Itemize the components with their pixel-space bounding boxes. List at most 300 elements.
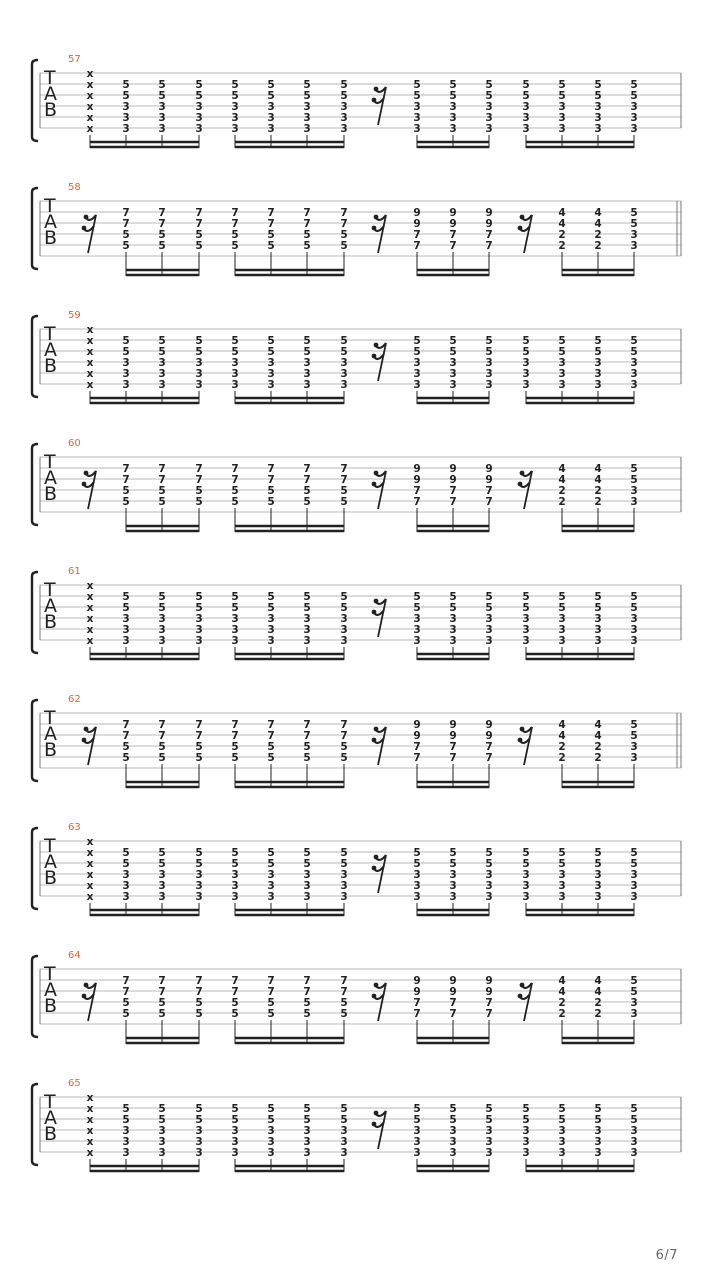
beam-group	[90, 135, 199, 148]
fret-number: 5	[449, 858, 457, 870]
chord	[122, 847, 129, 903]
chord	[594, 975, 601, 1020]
fret-number: 5	[158, 90, 166, 102]
fret-number: 5	[340, 1103, 348, 1115]
beam-group	[526, 391, 634, 404]
fret-number: 5	[522, 346, 530, 358]
tab-system	[32, 310, 681, 404]
fret-number: x	[86, 602, 94, 614]
chord	[158, 1103, 165, 1159]
chord	[195, 847, 202, 903]
fret-number: 5	[303, 335, 311, 347]
fret-number: 3	[522, 880, 530, 892]
fret-number: 3	[122, 112, 130, 124]
fret-number: 5	[267, 602, 275, 614]
fret-number: 3	[485, 624, 493, 636]
fret-number: x	[86, 613, 94, 625]
fret-number: 3	[630, 485, 638, 497]
chord	[122, 975, 129, 1020]
fret-number: 4	[558, 719, 566, 731]
fret-number: 3	[158, 624, 166, 636]
measure-number: 60	[68, 438, 81, 449]
fret-number: 5	[231, 997, 239, 1009]
fret-number: 3	[267, 1125, 275, 1137]
system-bracket	[32, 188, 38, 269]
fret-number: 5	[449, 335, 457, 347]
fret-number: 3	[303, 613, 311, 625]
fret-number: 3	[594, 880, 602, 892]
tab-clef-letter: B	[44, 739, 58, 761]
fret-number: 3	[413, 635, 421, 647]
fret-number: 7	[231, 463, 239, 475]
fret-number: 5	[158, 602, 166, 614]
fret-number: 3	[485, 1147, 493, 1159]
chord	[158, 591, 165, 647]
fret-number: 5	[122, 858, 130, 870]
fret-number: 7	[267, 474, 275, 486]
fret-number: 5	[303, 1103, 311, 1115]
fret-number: 5	[630, 218, 638, 230]
fret-number: 3	[630, 741, 638, 753]
fret-number: 9	[485, 474, 493, 486]
fret-number: 5	[340, 90, 348, 102]
fret-number: 5	[413, 90, 421, 102]
fret-number: 3	[267, 891, 275, 903]
fret-number: 3	[195, 1136, 203, 1148]
fret-number: 5	[340, 741, 348, 753]
fret-number: x	[86, 1125, 94, 1137]
fret-number: 5	[231, 602, 239, 614]
tab-clef-letter: B	[44, 355, 58, 377]
fret-number: 5	[195, 1114, 203, 1126]
chord	[158, 207, 165, 252]
fret-number: 7	[413, 1008, 421, 1020]
fret-number: 5	[630, 335, 638, 347]
fret-number: 5	[158, 858, 166, 870]
fret-number: 5	[303, 858, 311, 870]
chord	[449, 79, 456, 135]
tab-clef-letter: B	[44, 1123, 58, 1145]
fret-number: 5	[630, 207, 638, 219]
fret-number: 3	[231, 1136, 239, 1148]
fret-number: 4	[558, 730, 566, 742]
chord	[267, 335, 274, 391]
beam-group	[526, 1159, 634, 1172]
chord	[267, 975, 274, 1020]
fret-number: 7	[122, 474, 130, 486]
chord	[630, 847, 637, 903]
tab-system	[32, 950, 681, 1044]
fret-number: 5	[413, 1103, 421, 1115]
fret-number: 5	[267, 858, 275, 870]
chord	[303, 847, 310, 903]
fret-number: 5	[413, 1114, 421, 1126]
fret-number: 3	[158, 1136, 166, 1148]
chord	[267, 719, 274, 764]
fret-number: 5	[231, 240, 239, 252]
fret-number: 3	[158, 613, 166, 625]
fret-number: 5	[303, 997, 311, 1009]
fret-number: 3	[485, 1125, 493, 1137]
fret-number: 3	[558, 101, 566, 113]
fret-number: 3	[522, 891, 530, 903]
chord	[413, 975, 420, 1020]
fret-number: 5	[122, 997, 130, 1009]
fret-number: 3	[413, 101, 421, 113]
fret-number: 5	[485, 602, 493, 614]
fret-number: x	[86, 368, 94, 380]
fret-number: 5	[340, 1114, 348, 1126]
fret-number: 5	[231, 90, 239, 102]
fret-number: 3	[449, 613, 457, 625]
chord	[158, 847, 165, 903]
fret-number: 3	[558, 613, 566, 625]
fret-number: 3	[303, 1136, 311, 1148]
fret-number: 7	[122, 218, 130, 230]
fret-number: 5	[158, 997, 166, 1009]
fret-number: 5	[122, 1103, 130, 1115]
fret-number: 5	[231, 741, 239, 753]
chord	[594, 847, 601, 903]
fret-number: 5	[485, 90, 493, 102]
chord	[413, 847, 420, 903]
fret-number: 3	[267, 613, 275, 625]
fret-number: x	[86, 379, 94, 391]
beam-group	[90, 903, 199, 916]
fret-number: 3	[558, 880, 566, 892]
fret-number: 3	[594, 357, 602, 369]
chord	[485, 335, 492, 391]
fret-number: 5	[413, 346, 421, 358]
fret-number: 7	[195, 207, 203, 219]
tab-clef-letter: A	[44, 1107, 57, 1129]
tab-clef-letter: T	[44, 579, 56, 601]
fret-number: 4	[594, 719, 602, 731]
chord	[413, 463, 420, 508]
fret-number: 3	[594, 101, 602, 113]
chord	[267, 847, 274, 903]
tab-clef-letter: A	[44, 467, 57, 489]
system-bracket	[32, 828, 38, 909]
fret-number: 2	[594, 1008, 602, 1020]
fret-number: 5	[231, 335, 239, 347]
fret-number: 3	[340, 1136, 348, 1148]
fret-number: 5	[413, 335, 421, 347]
chord	[594, 335, 601, 391]
tab-clef-letter: T	[44, 1091, 56, 1113]
fret-number: 7	[340, 719, 348, 731]
fret-number: 7	[303, 719, 311, 731]
fret-number: 3	[594, 1136, 602, 1148]
muted-strum	[87, 324, 94, 391]
fret-number: 3	[231, 869, 239, 881]
fret-number: 5	[158, 240, 166, 252]
fret-number: x	[86, 624, 94, 636]
fret-number: 7	[413, 496, 421, 508]
fret-number: 3	[485, 1136, 493, 1148]
fret-number: 5	[122, 591, 130, 603]
fret-number: 3	[594, 1147, 602, 1159]
fret-number: 5	[522, 847, 530, 859]
fret-number: 3	[522, 613, 530, 625]
fret-number: 7	[449, 997, 457, 1009]
chord	[449, 207, 456, 252]
chord	[231, 79, 238, 135]
fret-number: 3	[303, 880, 311, 892]
fret-number: 7	[122, 719, 130, 731]
fret-number: x	[86, 112, 94, 124]
fret-number: x	[86, 858, 94, 870]
chord	[630, 335, 637, 391]
fret-number: 7	[485, 752, 493, 764]
fret-number: 9	[449, 719, 457, 731]
fret-number: 7	[340, 730, 348, 742]
system-bracket	[32, 1084, 38, 1165]
fret-number: 3	[449, 635, 457, 647]
fret-number: x	[86, 324, 94, 336]
fret-number: 3	[449, 624, 457, 636]
fret-number: 5	[303, 847, 311, 859]
chord	[485, 591, 492, 647]
fret-number: 3	[231, 891, 239, 903]
fret-number: 5	[449, 90, 457, 102]
chord	[558, 591, 565, 647]
fret-number: 2	[594, 997, 602, 1009]
fret-number: 9	[449, 730, 457, 742]
fret-number: 3	[630, 869, 638, 881]
fret-number: 5	[413, 858, 421, 870]
chord	[558, 207, 565, 252]
fret-number: 3	[485, 101, 493, 113]
fret-number: 9	[413, 474, 421, 486]
tab-clef-letter: T	[44, 451, 56, 473]
fret-number: 3	[340, 368, 348, 380]
fret-number: 5	[340, 79, 348, 91]
fret-number: 5	[485, 335, 493, 347]
beam-group	[235, 135, 344, 148]
fret-number: 2	[558, 752, 566, 764]
fret-number: 3	[522, 101, 530, 113]
fret-number: x	[86, 1092, 94, 1104]
fret-number: 9	[413, 975, 421, 987]
fret-number: 5	[630, 346, 638, 358]
fret-number: 3	[231, 112, 239, 124]
fret-number: 4	[594, 730, 602, 742]
fret-number: x	[86, 101, 94, 113]
chord	[231, 591, 238, 647]
fret-number: 3	[630, 357, 638, 369]
fret-number: 9	[413, 207, 421, 219]
tab-system	[32, 566, 681, 660]
fret-number: 5	[267, 240, 275, 252]
fret-number: 5	[303, 90, 311, 102]
chord	[158, 975, 165, 1020]
chord	[340, 719, 347, 764]
fret-number: 3	[195, 869, 203, 881]
fret-number: 3	[522, 1125, 530, 1137]
fret-number: 7	[449, 752, 457, 764]
chord	[558, 719, 565, 764]
fret-number: 5	[267, 1103, 275, 1115]
fret-number: 7	[122, 463, 130, 475]
chord	[485, 975, 492, 1020]
fret-number: 5	[158, 335, 166, 347]
fret-number: 3	[449, 869, 457, 881]
chord	[485, 719, 492, 764]
chord	[303, 207, 310, 252]
fret-number: 3	[158, 1125, 166, 1137]
fret-number: 3	[485, 112, 493, 124]
fret-number: 7	[449, 1008, 457, 1020]
beam-group	[417, 647, 489, 660]
fret-number: 9	[485, 463, 493, 475]
fret-number: x	[86, 880, 94, 892]
fret-number: x	[86, 335, 94, 347]
fret-number: 5	[413, 847, 421, 859]
fret-number: 4	[558, 474, 566, 486]
fret-number: 5	[340, 240, 348, 252]
fret-number: 5	[340, 602, 348, 614]
tab-clef-letter: B	[44, 483, 58, 505]
chord	[267, 79, 274, 135]
fret-number: 3	[303, 368, 311, 380]
fret-number: 2	[558, 1008, 566, 1020]
fret-number: 5	[195, 602, 203, 614]
muted-strum	[87, 836, 94, 903]
fret-number: 3	[522, 368, 530, 380]
chord	[303, 719, 310, 764]
fret-number: 7	[413, 485, 421, 497]
tab-clef-letter: A	[44, 723, 57, 745]
fret-number: 5	[594, 335, 602, 347]
fret-number: 5	[485, 346, 493, 358]
fret-number: 7	[340, 474, 348, 486]
fret-number: 3	[231, 635, 239, 647]
fret-number: 7	[267, 207, 275, 219]
fret-number: 5	[522, 858, 530, 870]
fret-number: 9	[449, 975, 457, 987]
fret-number: 7	[158, 218, 166, 230]
fret-number: 3	[485, 368, 493, 380]
chord	[522, 79, 529, 135]
chord	[195, 463, 202, 508]
tab-clef-letter: T	[44, 195, 56, 217]
fret-number: 3	[522, 1136, 530, 1148]
fret-number: 7	[231, 730, 239, 742]
fret-number: 5	[522, 1114, 530, 1126]
chord	[449, 463, 456, 508]
fret-number: 7	[485, 496, 493, 508]
fret-number: 5	[231, 496, 239, 508]
fret-number: 3	[195, 624, 203, 636]
fret-number: 7	[485, 997, 493, 1009]
fret-number: 5	[195, 858, 203, 870]
fret-number: 5	[195, 591, 203, 603]
fret-number: 3	[340, 891, 348, 903]
fret-number: 4	[594, 986, 602, 998]
fret-number: 3	[485, 635, 493, 647]
fret-number: 5	[267, 79, 275, 91]
chord	[122, 463, 129, 508]
fret-number: 2	[594, 485, 602, 497]
fret-number: 5	[158, 847, 166, 859]
tab-clef-letter: B	[44, 611, 58, 633]
fret-number: 3	[449, 1136, 457, 1148]
fret-number: 9	[449, 463, 457, 475]
chord	[485, 207, 492, 252]
fret-number: 3	[630, 624, 638, 636]
fret-number: 3	[267, 357, 275, 369]
chord	[630, 591, 637, 647]
fret-number: 5	[122, 229, 130, 241]
tab-clef-letter: B	[44, 995, 58, 1017]
fret-number: 5	[594, 602, 602, 614]
fret-number: 5	[558, 79, 566, 91]
fret-number: 7	[485, 240, 493, 252]
fret-number: 5	[340, 847, 348, 859]
beam-group	[417, 135, 489, 148]
fret-number: 5	[630, 858, 638, 870]
fret-number: 3	[267, 869, 275, 881]
fret-number: 5	[158, 79, 166, 91]
chord	[303, 591, 310, 647]
fret-number: 3	[340, 869, 348, 881]
fret-number: 3	[449, 123, 457, 135]
fret-number: 5	[340, 1008, 348, 1020]
fret-number: 3	[630, 1008, 638, 1020]
fret-number: 5	[485, 847, 493, 859]
fret-number: 5	[340, 335, 348, 347]
chord	[267, 591, 274, 647]
fret-number: 3	[485, 123, 493, 135]
fret-number: x	[86, 836, 94, 848]
fret-number: 5	[485, 591, 493, 603]
fret-number: 5	[630, 474, 638, 486]
fret-number: 7	[267, 463, 275, 475]
fret-number: 3	[594, 635, 602, 647]
fret-number: 3	[231, 1147, 239, 1159]
fret-number: 5	[158, 1114, 166, 1126]
fret-number: 7	[195, 986, 203, 998]
fret-number: 9	[485, 975, 493, 987]
fret-number: 3	[195, 123, 203, 135]
fret-number: 3	[303, 379, 311, 391]
chord	[630, 207, 637, 252]
system-bracket	[32, 956, 38, 1037]
fret-number: 2	[594, 741, 602, 753]
fret-number: 3	[449, 1125, 457, 1137]
fret-number: 5	[558, 1103, 566, 1115]
fret-number: 5	[231, 591, 239, 603]
fret-number: 9	[413, 986, 421, 998]
fret-number: 5	[340, 346, 348, 358]
fret-number: 3	[195, 1125, 203, 1137]
chord	[122, 207, 129, 252]
fret-number: 5	[630, 90, 638, 102]
fret-number: 3	[158, 112, 166, 124]
chord	[231, 463, 238, 508]
fret-number: 5	[122, 90, 130, 102]
chord	[449, 847, 456, 903]
fret-number: 2	[558, 997, 566, 1009]
fret-number: 3	[267, 379, 275, 391]
fret-number: 5	[522, 1103, 530, 1115]
fret-number: 5	[558, 335, 566, 347]
fret-number: 3	[594, 1125, 602, 1137]
fret-number: 3	[449, 357, 457, 369]
fret-number: 5	[340, 997, 348, 1009]
beam-group	[235, 903, 344, 916]
